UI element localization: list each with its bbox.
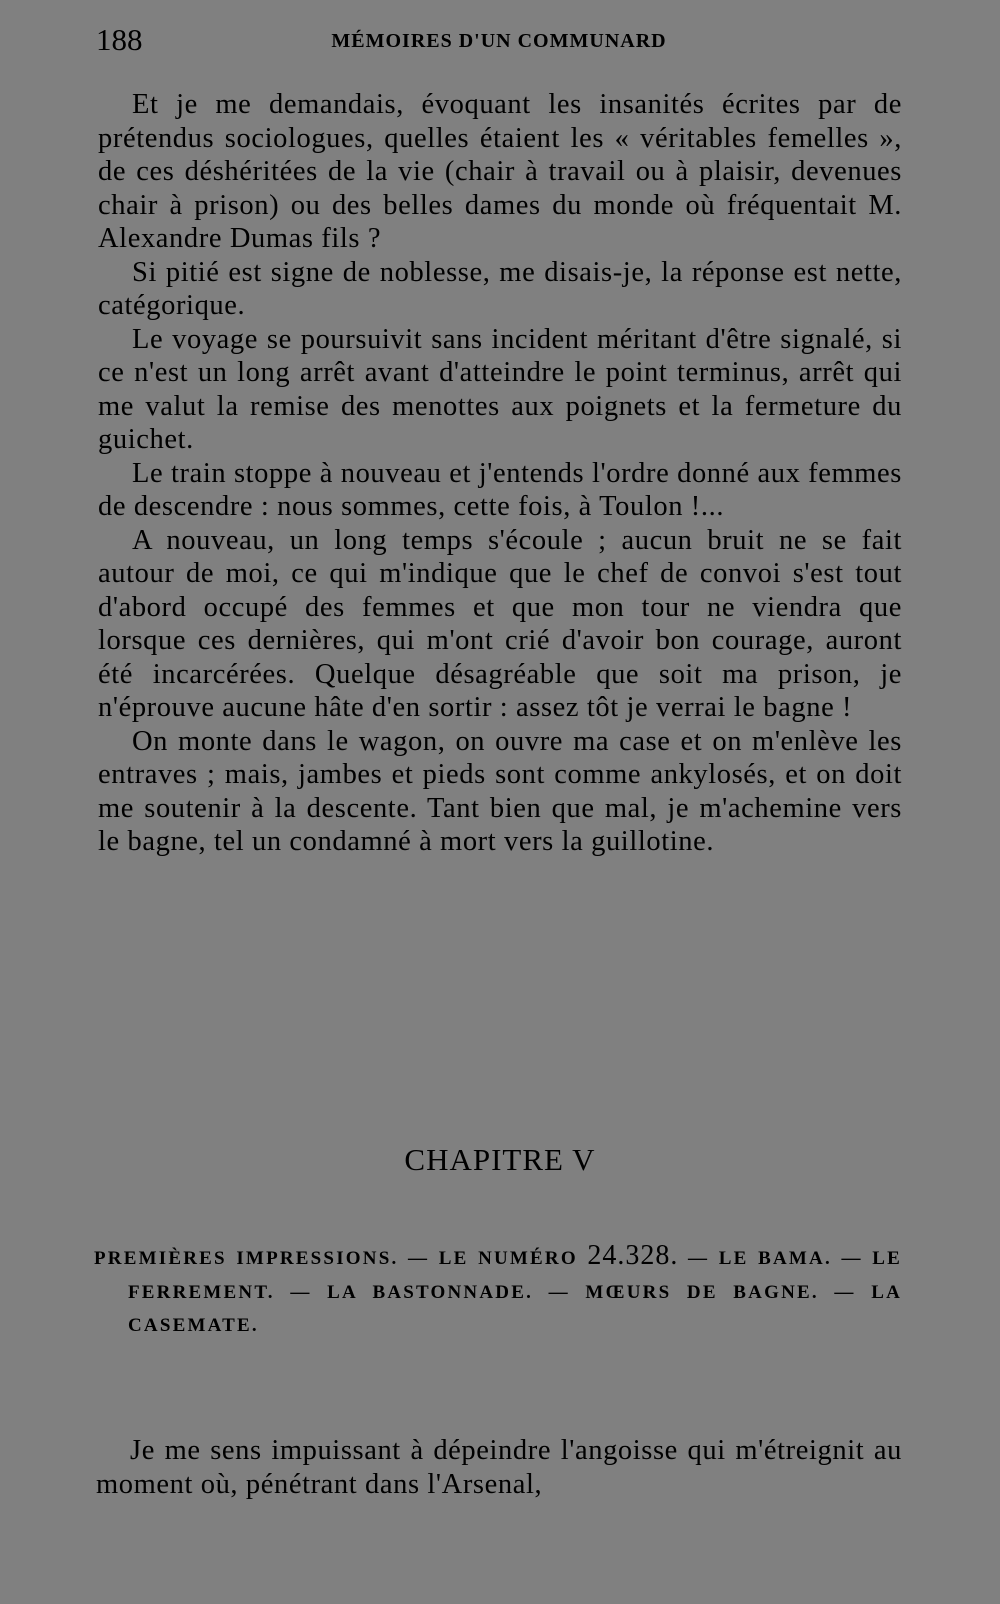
- paragraph: Et je me demandais, évoquant les insanités écrites par de prétendus sociologues, quelles étaient les « véritables femelles », de ces déshéritées de la vie (chair à travail ou à plaisir, devenues chair à prison) ou des belles dames du monde où fréquentait M. Alexandre Dumas fils ?: [98, 89, 902, 254]
- chapter-body: [96, 1434, 902, 1501]
- paragraph: Si pitié est signe de noblesse, me disais-je, la réponse est nette, catégorique.: [98, 256, 902, 321]
- paragraph: A nouveau, un long temps s'écoule ; aucun bruit ne se fait autour de moi, ce qui m'indique que le chef de convoi s'est tout d'abord occupé des femmes et que mon tour ne viendra que lorsque ces dernières, qui m'ont crié d'avoir bon courage, auront été incarcérées. Quelque désagréable que soit ma prison, je n'éprouve aucune hâte d'en sortir : assez tôt je verrai le bagne !: [98, 524, 902, 723]
- chapter-summary: [94, 1239, 902, 1343]
- prisoner-number: 24.328.: [587, 1240, 679, 1271]
- chapter-opening-paragraph: Je me sens impuissant à dépeindre l'angoisse qui m'étreignit au moment où, pénétrant dans l'Arsenal,: [96, 1435, 902, 1500]
- chapter-summary-part1: PREMIÈRES IMPRESSIONS. — LE NUMÉRO: [94, 1248, 588, 1269]
- body-text: [98, 88, 902, 859]
- paragraph: On monte dans le wagon, on ouvre ma case et on m'enlève les entraves ; mais, jambes et pieds sont comme ankylosés, et on doit me soutenir à la descente. Tant bien que mal, je m'achemine vers le bagne, tel un condamné à mort vers la guillotine.: [98, 725, 902, 857]
- page-header: [96, 22, 902, 62]
- running-title: MÉMOIRES D'UN COMMUNARD: [331, 30, 667, 52]
- paragraph: Le train stoppe à nouveau et j'entends l'ordre donné aux femmes de descendre : nous sommes, cette fois, à Toulon !...: [98, 457, 902, 522]
- paragraph: Le voyage se poursuivit sans incident méritant d'être signalé, si ce n'est un long arrêt avant d'atteindre le point terminus, arrêt qui me valut la remise des menottes aux poignets et la fermeture du guichet.: [98, 323, 902, 455]
- page-number: 188: [96, 22, 143, 57]
- chapter-title: CHAPITRE V: [404, 1142, 596, 1177]
- chapter-summary-part2: — LE BAMA. — LE FERREMENT. — LA BASTONNADE. — MŒURS DE BAGNE. — LA CASEMATE.: [128, 1248, 902, 1336]
